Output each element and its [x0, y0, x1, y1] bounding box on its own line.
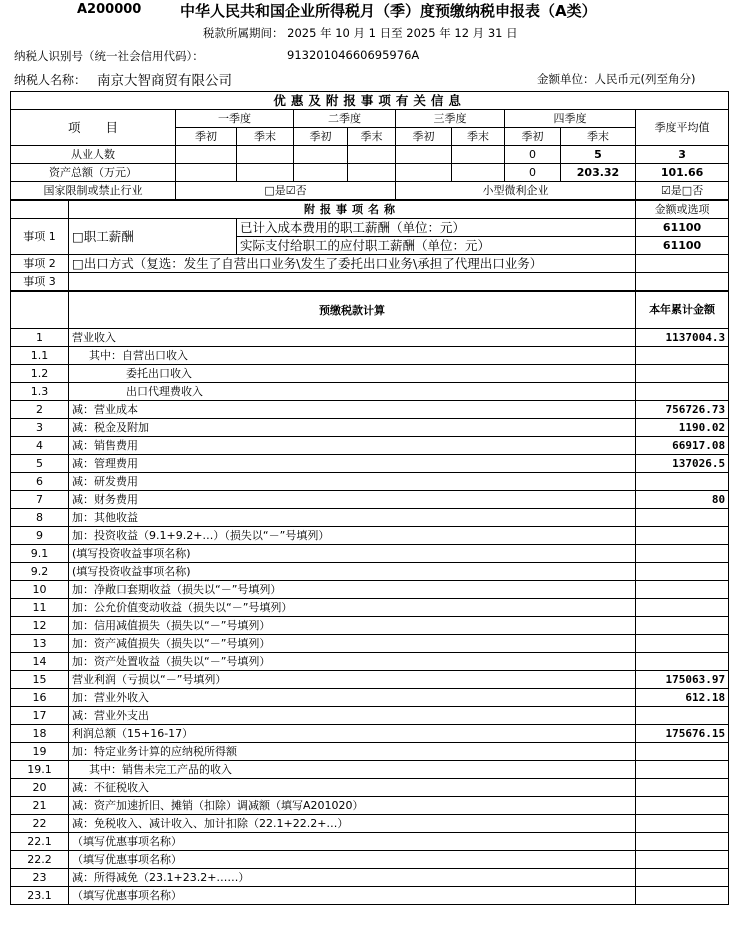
row-label: 减：免税收入、减计收入、加计扣除（22.1+22.2+…）	[69, 815, 636, 833]
row-number: 7	[11, 491, 69, 509]
calc-row	[11, 869, 729, 887]
restricted-industry-label: 国家限制或禁止行业	[11, 182, 176, 201]
row-label: 营业利润（亏损以“－”号填列）	[69, 671, 636, 689]
row-label: 其中：自营出口收入	[69, 347, 636, 365]
calc-row	[11, 851, 729, 869]
calc-row	[11, 599, 729, 617]
row-number: 20	[11, 779, 69, 797]
calc-row	[11, 455, 729, 473]
quarter-4-header: 四季度	[505, 110, 636, 128]
assets-average: 101.66	[636, 164, 729, 182]
calc-row	[11, 545, 729, 563]
row-value[interactable]	[636, 833, 729, 851]
item-1-sub2-label: 实际支付给职工的应付职工薪酬（单位：元）	[237, 237, 636, 255]
row-label: 委托出口收入	[69, 365, 636, 383]
row-value[interactable]	[636, 581, 729, 599]
item-2-value[interactable]	[636, 255, 729, 273]
assets-q1-start[interactable]	[176, 164, 237, 182]
row-value[interactable]: 756726.73	[636, 401, 729, 419]
assets-label: 资产总额（万元）	[11, 164, 176, 182]
form-code: A200000	[77, 2, 142, 17]
calc-row	[11, 617, 729, 635]
preferential-section-title: 优惠及附报事项有关信息	[11, 92, 729, 110]
row-label: 加：净敞口套期收益（损失以“－”号填列）	[69, 581, 636, 599]
calc-row	[11, 671, 729, 689]
row-value[interactable]	[636, 743, 729, 761]
row-value[interactable]	[636, 545, 729, 563]
row-number: 3	[11, 419, 69, 437]
currency-unit-label: 金额单位：人民币元(列至角分)	[537, 72, 696, 86]
row-value[interactable]	[636, 869, 729, 887]
row-label: 加：投资收益（9.1+9.2+…）（损失以“－”号填列）	[69, 527, 636, 545]
restricted-industry-checkbox[interactable]: □是☑否	[176, 182, 396, 201]
row-label: 减：财务费用	[69, 491, 636, 509]
row-value[interactable]	[636, 527, 729, 545]
item-3-label: 事项 3	[11, 273, 69, 292]
calc-column-header: 本年累计金额	[636, 291, 729, 329]
calc-row	[11, 509, 729, 527]
row-label: 减：管理费用	[69, 455, 636, 473]
item-3-text[interactable]	[69, 273, 636, 292]
calc-row	[11, 329, 729, 347]
q2-end-header: 季末	[348, 128, 396, 146]
row-value[interactable]	[636, 815, 729, 833]
calc-section-title: 预缴税款计算	[69, 291, 636, 329]
row-value[interactable]	[636, 707, 729, 725]
calc-row	[11, 725, 729, 743]
row-number: 8	[11, 509, 69, 527]
row-value[interactable]: 80	[636, 491, 729, 509]
row-label: (填写投资收益事项名称)	[69, 545, 636, 563]
item-2-label: 事项 2	[11, 255, 69, 273]
row-number: 11	[11, 599, 69, 617]
calc-row	[11, 347, 729, 365]
row-label: (填写投资收益事项名称)	[69, 563, 636, 581]
row-number: 9	[11, 527, 69, 545]
row-number: 4	[11, 437, 69, 455]
row-value[interactable]: 1190.02	[636, 419, 729, 437]
calc-row	[11, 563, 729, 581]
row-number: 22.1	[11, 833, 69, 851]
small-enterprise-checkbox[interactable]: ☑是□否	[636, 182, 729, 201]
row-value[interactable]: 175676.15	[636, 725, 729, 743]
row-label: 减：营业外支出	[69, 707, 636, 725]
row-label: 利润总额（15+16-17）	[69, 725, 636, 743]
form-title: 中华人民共和国企业所得税月（季）度预缴纳税申报表（A类）	[180, 2, 597, 20]
row-number: 22	[11, 815, 69, 833]
employees-q1-end[interactable]	[237, 146, 294, 164]
row-value[interactable]	[636, 635, 729, 653]
item-3-value[interactable]	[636, 273, 729, 292]
row-value[interactable]: 1137004.3	[636, 329, 729, 347]
calc-row	[11, 887, 729, 905]
row-value[interactable]	[636, 617, 729, 635]
calc-blank	[11, 291, 69, 329]
row-number: 23	[11, 869, 69, 887]
row-value[interactable]	[636, 887, 729, 905]
row-number: 14	[11, 653, 69, 671]
row-number: 10	[11, 581, 69, 599]
q4-start-header: 季初	[505, 128, 561, 146]
employees-label: 从业人数	[11, 146, 176, 164]
row-number: 1.3	[11, 383, 69, 401]
row-number: 22.2	[11, 851, 69, 869]
row-number: 5	[11, 455, 69, 473]
item-1-label: 事项 1	[11, 219, 69, 255]
row-label: 减：不征税收入	[69, 779, 636, 797]
row-value[interactable]	[636, 509, 729, 527]
row-label: 其中：销售未完工产品的收入	[69, 761, 636, 779]
row-value[interactable]	[636, 383, 729, 401]
item-header: 项 目	[11, 110, 176, 146]
employees-q3-end[interactable]	[452, 146, 505, 164]
calc-row	[11, 761, 729, 779]
row-number: 9.1	[11, 545, 69, 563]
assets-q3-end[interactable]	[452, 164, 505, 182]
row-label: 减：销售费用	[69, 437, 636, 455]
calc-row	[11, 635, 729, 653]
attached-section-title: 附报事项名称	[69, 200, 636, 219]
taxpayer-id-label: 纳税人识别号（统一社会信用代码）：	[14, 49, 204, 63]
assets-q1-end[interactable]	[237, 164, 294, 182]
row-number: 16	[11, 689, 69, 707]
item-1-sub2-value[interactable]: 61100	[636, 237, 729, 255]
taxpayer-name-label: 纳税人名称：	[14, 73, 87, 87]
row-label: 减：研发费用	[69, 473, 636, 491]
q4-end-header: 季末	[561, 128, 636, 146]
row-number: 1.2	[11, 365, 69, 383]
row-number: 1	[11, 329, 69, 347]
row-value[interactable]	[636, 797, 729, 815]
row-number: 19	[11, 743, 69, 761]
row-label: 减：资产加速折旧、摊销（扣除）调减额（填写A201020）	[69, 797, 636, 815]
calc-row	[11, 689, 729, 707]
row-number: 23.1	[11, 887, 69, 905]
tax-period: 税款所属期间： 2025 年 10 月 1 日至 2025 年 12 月 31 日	[203, 26, 518, 40]
q3-start-header: 季初	[396, 128, 452, 146]
q2-start-header: 季初	[294, 128, 348, 146]
row-label: （填写优惠事项名称）	[69, 851, 636, 869]
row-label: 加：其他收益	[69, 509, 636, 527]
employees-q3-start[interactable]	[396, 146, 452, 164]
row-value[interactable]: 612.18	[636, 689, 729, 707]
row-label: 加：公允价值变动收益（损失以“－”号填列）	[69, 599, 636, 617]
calc-row	[11, 437, 729, 455]
row-value[interactable]	[636, 473, 729, 491]
row-label: 减：营业成本	[69, 401, 636, 419]
row-number: 17	[11, 707, 69, 725]
row-label: （填写优惠事项名称）	[69, 887, 636, 905]
calc-row	[11, 491, 729, 509]
row-number: 21	[11, 797, 69, 815]
employees-average: 3	[636, 146, 729, 164]
row-number: 12	[11, 617, 69, 635]
q1-start-header: 季初	[176, 128, 237, 146]
attached-blank	[11, 200, 69, 219]
row-number: 15	[11, 671, 69, 689]
item-1-sub1-value[interactable]: 61100	[636, 219, 729, 237]
row-value[interactable]	[636, 779, 729, 797]
row-label: 营业收入	[69, 329, 636, 347]
calc-row	[11, 707, 729, 725]
calc-row	[11, 419, 729, 437]
row-label: 出口代理费收入	[69, 383, 636, 401]
assets-q3-start[interactable]	[396, 164, 452, 182]
item-2-text[interactable]: □出口方式（复选：发生了自营出口业务\发生了委托出口业务\承担了代理出口业务）	[69, 255, 636, 273]
quarter-2-header: 二季度	[294, 110, 396, 128]
calc-row	[11, 383, 729, 401]
quarter-average-header: 季度平均值	[636, 110, 729, 146]
calc-row	[11, 797, 729, 815]
calc-row	[11, 743, 729, 761]
row-value[interactable]	[636, 365, 729, 383]
row-number: 9.2	[11, 563, 69, 581]
item-1-name[interactable]: □职工薪酬	[69, 219, 237, 255]
q1-end-header: 季末	[237, 128, 294, 146]
row-value[interactable]	[636, 851, 729, 869]
row-label: 加：特定业务计算的应纳税所得额	[69, 743, 636, 761]
row-label: 减：所得减免（23.1+23.2+……）	[69, 869, 636, 887]
row-value[interactable]	[636, 761, 729, 779]
row-number: 6	[11, 473, 69, 491]
small-enterprise-label: 小型微利企业	[396, 182, 636, 201]
quarter-3-header: 三季度	[396, 110, 505, 128]
row-label: 加：资产减值损失（损失以“－”号填列）	[69, 635, 636, 653]
row-label: 减：税金及附加	[69, 419, 636, 437]
row-label: 加：信用减值损失（损失以“－”号填列）	[69, 617, 636, 635]
row-label: 加：资产处置收益（损失以“－”号填列）	[69, 653, 636, 671]
employees-q2-end[interactable]	[348, 146, 396, 164]
calc-row	[11, 401, 729, 419]
q3-end-header: 季末	[452, 128, 505, 146]
employees-q2-start[interactable]	[294, 146, 348, 164]
row-number: 13	[11, 635, 69, 653]
calc-row	[11, 833, 729, 851]
calc-row	[11, 653, 729, 671]
calc-row	[11, 473, 729, 491]
taxpayer-id-value: 91320104660695976A	[287, 48, 420, 62]
calc-row	[11, 527, 729, 545]
row-value[interactable]	[636, 599, 729, 617]
employees-q4-end[interactable]: 5	[561, 146, 636, 164]
assets-q4-end[interactable]: 203.32	[561, 164, 636, 182]
row-number: 2	[11, 401, 69, 419]
attached-value-header: 金额或选项	[636, 200, 729, 219]
row-value[interactable]	[636, 347, 729, 365]
assets-q4-start[interactable]: 0	[505, 164, 561, 182]
quarter-1-header: 一季度	[176, 110, 294, 128]
row-value[interactable]	[636, 563, 729, 581]
calc-row	[11, 581, 729, 599]
employees-q4-start[interactable]: 0	[505, 146, 561, 164]
assets-q2-start[interactable]	[294, 164, 348, 182]
employees-q1-start[interactable]	[176, 146, 237, 164]
assets-q2-end[interactable]	[348, 164, 396, 182]
row-number: 1.1	[11, 347, 69, 365]
row-number: 18	[11, 725, 69, 743]
row-number: 19.1	[11, 761, 69, 779]
calc-row	[11, 815, 729, 833]
row-value[interactable]	[636, 653, 729, 671]
calc-row	[11, 779, 729, 797]
tax-return-table	[10, 91, 729, 905]
item-1-sub1-label: 已计入成本费用的职工薪酬（单位：元）	[237, 219, 636, 237]
row-value[interactable]: 66917.08	[636, 437, 729, 455]
row-value[interactable]: 137026.5	[636, 455, 729, 473]
row-label: （填写优惠事项名称）	[69, 833, 636, 851]
taxpayer-name-value: 南京大智商贸有限公司	[97, 73, 232, 89]
row-label: 加：营业外收入	[69, 689, 636, 707]
calc-row	[11, 365, 729, 383]
row-value[interactable]: 175063.97	[636, 671, 729, 689]
